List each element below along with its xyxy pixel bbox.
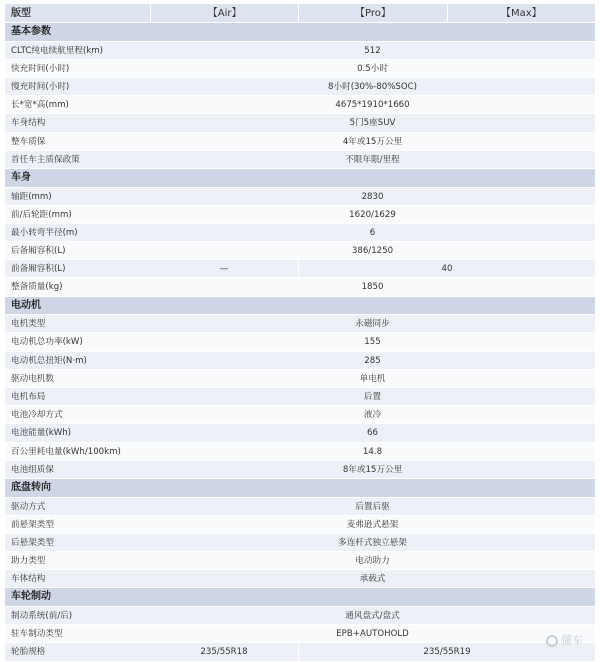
spec-value: 155 — [150, 333, 595, 350]
watermark-text: 懂车 — [561, 633, 583, 649]
spec-label: CLTC纯电续航里程(km) — [5, 42, 150, 59]
spec-split-value — [150, 260, 595, 277]
spec-row — [5, 461, 595, 479]
spec-table — [5, 4, 595, 662]
spec-value: 多连杆式独立悬架 — [150, 534, 595, 551]
spec-value: 1850 — [150, 278, 595, 295]
trim-max-header: 【Max】 — [447, 4, 595, 22]
spec-value-air: — — [150, 260, 299, 277]
spec-value: 麦弗逊式悬架 — [150, 516, 595, 533]
spec-label: 后悬架类型 — [5, 534, 150, 551]
spec-value: 8小时(30%-80%SOC) — [150, 78, 595, 95]
spec-label: 车体结构 — [5, 570, 150, 587]
watermark — [546, 633, 592, 649]
spec-value: 6 — [150, 224, 595, 241]
section-title: 车身 — [5, 169, 150, 187]
spec-row — [5, 96, 595, 114]
spec-label: 制动系统(前/后) — [5, 607, 150, 624]
spec-value: EPB+AUTOHOLD — [150, 625, 595, 642]
section-header — [5, 23, 595, 42]
spec-value: 电动助力 — [150, 552, 595, 569]
spec-value: 液冷 — [150, 406, 595, 423]
spec-label: 快充时间(小时) — [5, 60, 150, 77]
spec-value: 4年或15万公里 — [150, 133, 595, 150]
spec-value: 通风盘式/盘式 — [150, 607, 595, 624]
spec-label: 驻车制动类型 — [5, 625, 150, 642]
spec-row — [5, 406, 595, 424]
spec-body — [5, 23, 595, 662]
spec-row — [5, 224, 595, 242]
spec-value: 512 — [150, 42, 595, 59]
spec-label: 车身结构 — [5, 114, 150, 131]
spec-value: 永磁同步 — [150, 315, 595, 332]
spec-row — [5, 424, 595, 442]
section-title: 车轮制动 — [5, 588, 150, 606]
spec-row — [5, 206, 595, 224]
section-title: 底盘转向 — [5, 479, 150, 497]
spec-value: 后置 — [150, 388, 595, 405]
spec-label: 助力类型 — [5, 552, 150, 569]
spec-value: 0.5小时 — [150, 60, 595, 77]
spec-value: 4675*1910*1660 — [150, 96, 595, 113]
spec-row — [5, 607, 595, 625]
trim-air-header: 【Air】 — [150, 4, 298, 22]
spec-row — [5, 570, 595, 588]
spec-row — [5, 114, 595, 132]
spec-label: 百公里耗电量(kWh/100km) — [5, 443, 150, 460]
spec-row — [5, 188, 595, 206]
spec-split-value — [150, 643, 595, 660]
spec-value: 单电机 — [150, 370, 595, 387]
section-title: 电动机 — [5, 297, 150, 315]
spec-label: 电机类型 — [5, 315, 150, 332]
spec-row — [5, 78, 595, 96]
spec-label: 电机布局 — [5, 388, 150, 405]
spec-row — [5, 516, 595, 534]
spec-row — [5, 443, 595, 461]
spec-row — [5, 333, 595, 351]
spec-row — [5, 643, 595, 661]
section-header — [5, 169, 595, 188]
spec-value: 8年或15万公里 — [150, 461, 595, 478]
spec-value: 14.8 — [150, 443, 595, 460]
spec-row — [5, 133, 595, 151]
spec-row — [5, 352, 595, 370]
header-row — [5, 4, 595, 23]
spec-label: 电动机总扭矩(N·m) — [5, 352, 150, 369]
spec-row — [5, 60, 595, 78]
search-circle-icon — [546, 635, 558, 647]
spec-row — [5, 625, 595, 643]
spec-label: 驱动方式 — [5, 498, 150, 515]
spec-label: 后备厢容积(L) — [5, 242, 150, 259]
spec-row — [5, 498, 595, 516]
spec-row — [5, 278, 595, 296]
trim-pro-header: 【Pro】 — [298, 4, 446, 22]
spec-value: 不限年限/里程 — [150, 151, 595, 168]
spec-label: 电动机总功率(kW) — [5, 333, 150, 350]
section-title: 基本参数 — [5, 23, 150, 41]
spec-label: 前/后轮距(mm) — [5, 206, 150, 223]
spec-label: 轮胎规格 — [5, 643, 150, 660]
spec-value: 1620/1629 — [150, 206, 595, 223]
spec-value-air: 235/55R18 — [150, 643, 299, 660]
spec-label: 长*宽*高(mm) — [5, 96, 150, 113]
spec-label: 轴距(mm) — [5, 188, 150, 205]
spec-row — [5, 242, 595, 260]
spec-value: 后置后驱 — [150, 498, 595, 515]
section-header — [5, 479, 595, 498]
section-header — [5, 297, 595, 316]
spec-label: 最小转弯半径(m) — [5, 224, 150, 241]
spec-label: 前备厢容积(L) — [5, 260, 150, 277]
spec-label: 前悬架类型 — [5, 516, 150, 533]
spec-row — [5, 388, 595, 406]
spec-value: 285 — [150, 352, 595, 369]
spec-row — [5, 260, 595, 278]
spec-label: 整备质量(kg) — [5, 278, 150, 295]
spec-row — [5, 552, 595, 570]
spec-value-pro-max: 235/55R19 — [299, 643, 595, 660]
spec-value: 386/1250 — [150, 242, 595, 259]
spec-label: 整车质保 — [5, 133, 150, 150]
spec-value: 承载式 — [150, 570, 595, 587]
spec-value: 66 — [150, 424, 595, 441]
header-label: 版型 — [5, 4, 150, 22]
spec-row — [5, 151, 595, 169]
spec-row — [5, 42, 595, 60]
section-header — [5, 588, 595, 607]
spec-row — [5, 534, 595, 552]
spec-value: 2830 — [150, 188, 595, 205]
spec-label: 首任车主质保政策 — [5, 151, 150, 168]
spec-row — [5, 370, 595, 388]
spec-label: 慢充时间(小时) — [5, 78, 150, 95]
spec-value: 5门5座SUV — [150, 114, 595, 131]
spec-label: 电池组质保 — [5, 461, 150, 478]
spec-row — [5, 315, 595, 333]
spec-value-pro-max: 40 — [299, 260, 595, 277]
spec-label: 驱动电机数 — [5, 370, 150, 387]
spec-label: 电池冷却方式 — [5, 406, 150, 423]
spec-label: 电池能量(kWh) — [5, 424, 150, 441]
